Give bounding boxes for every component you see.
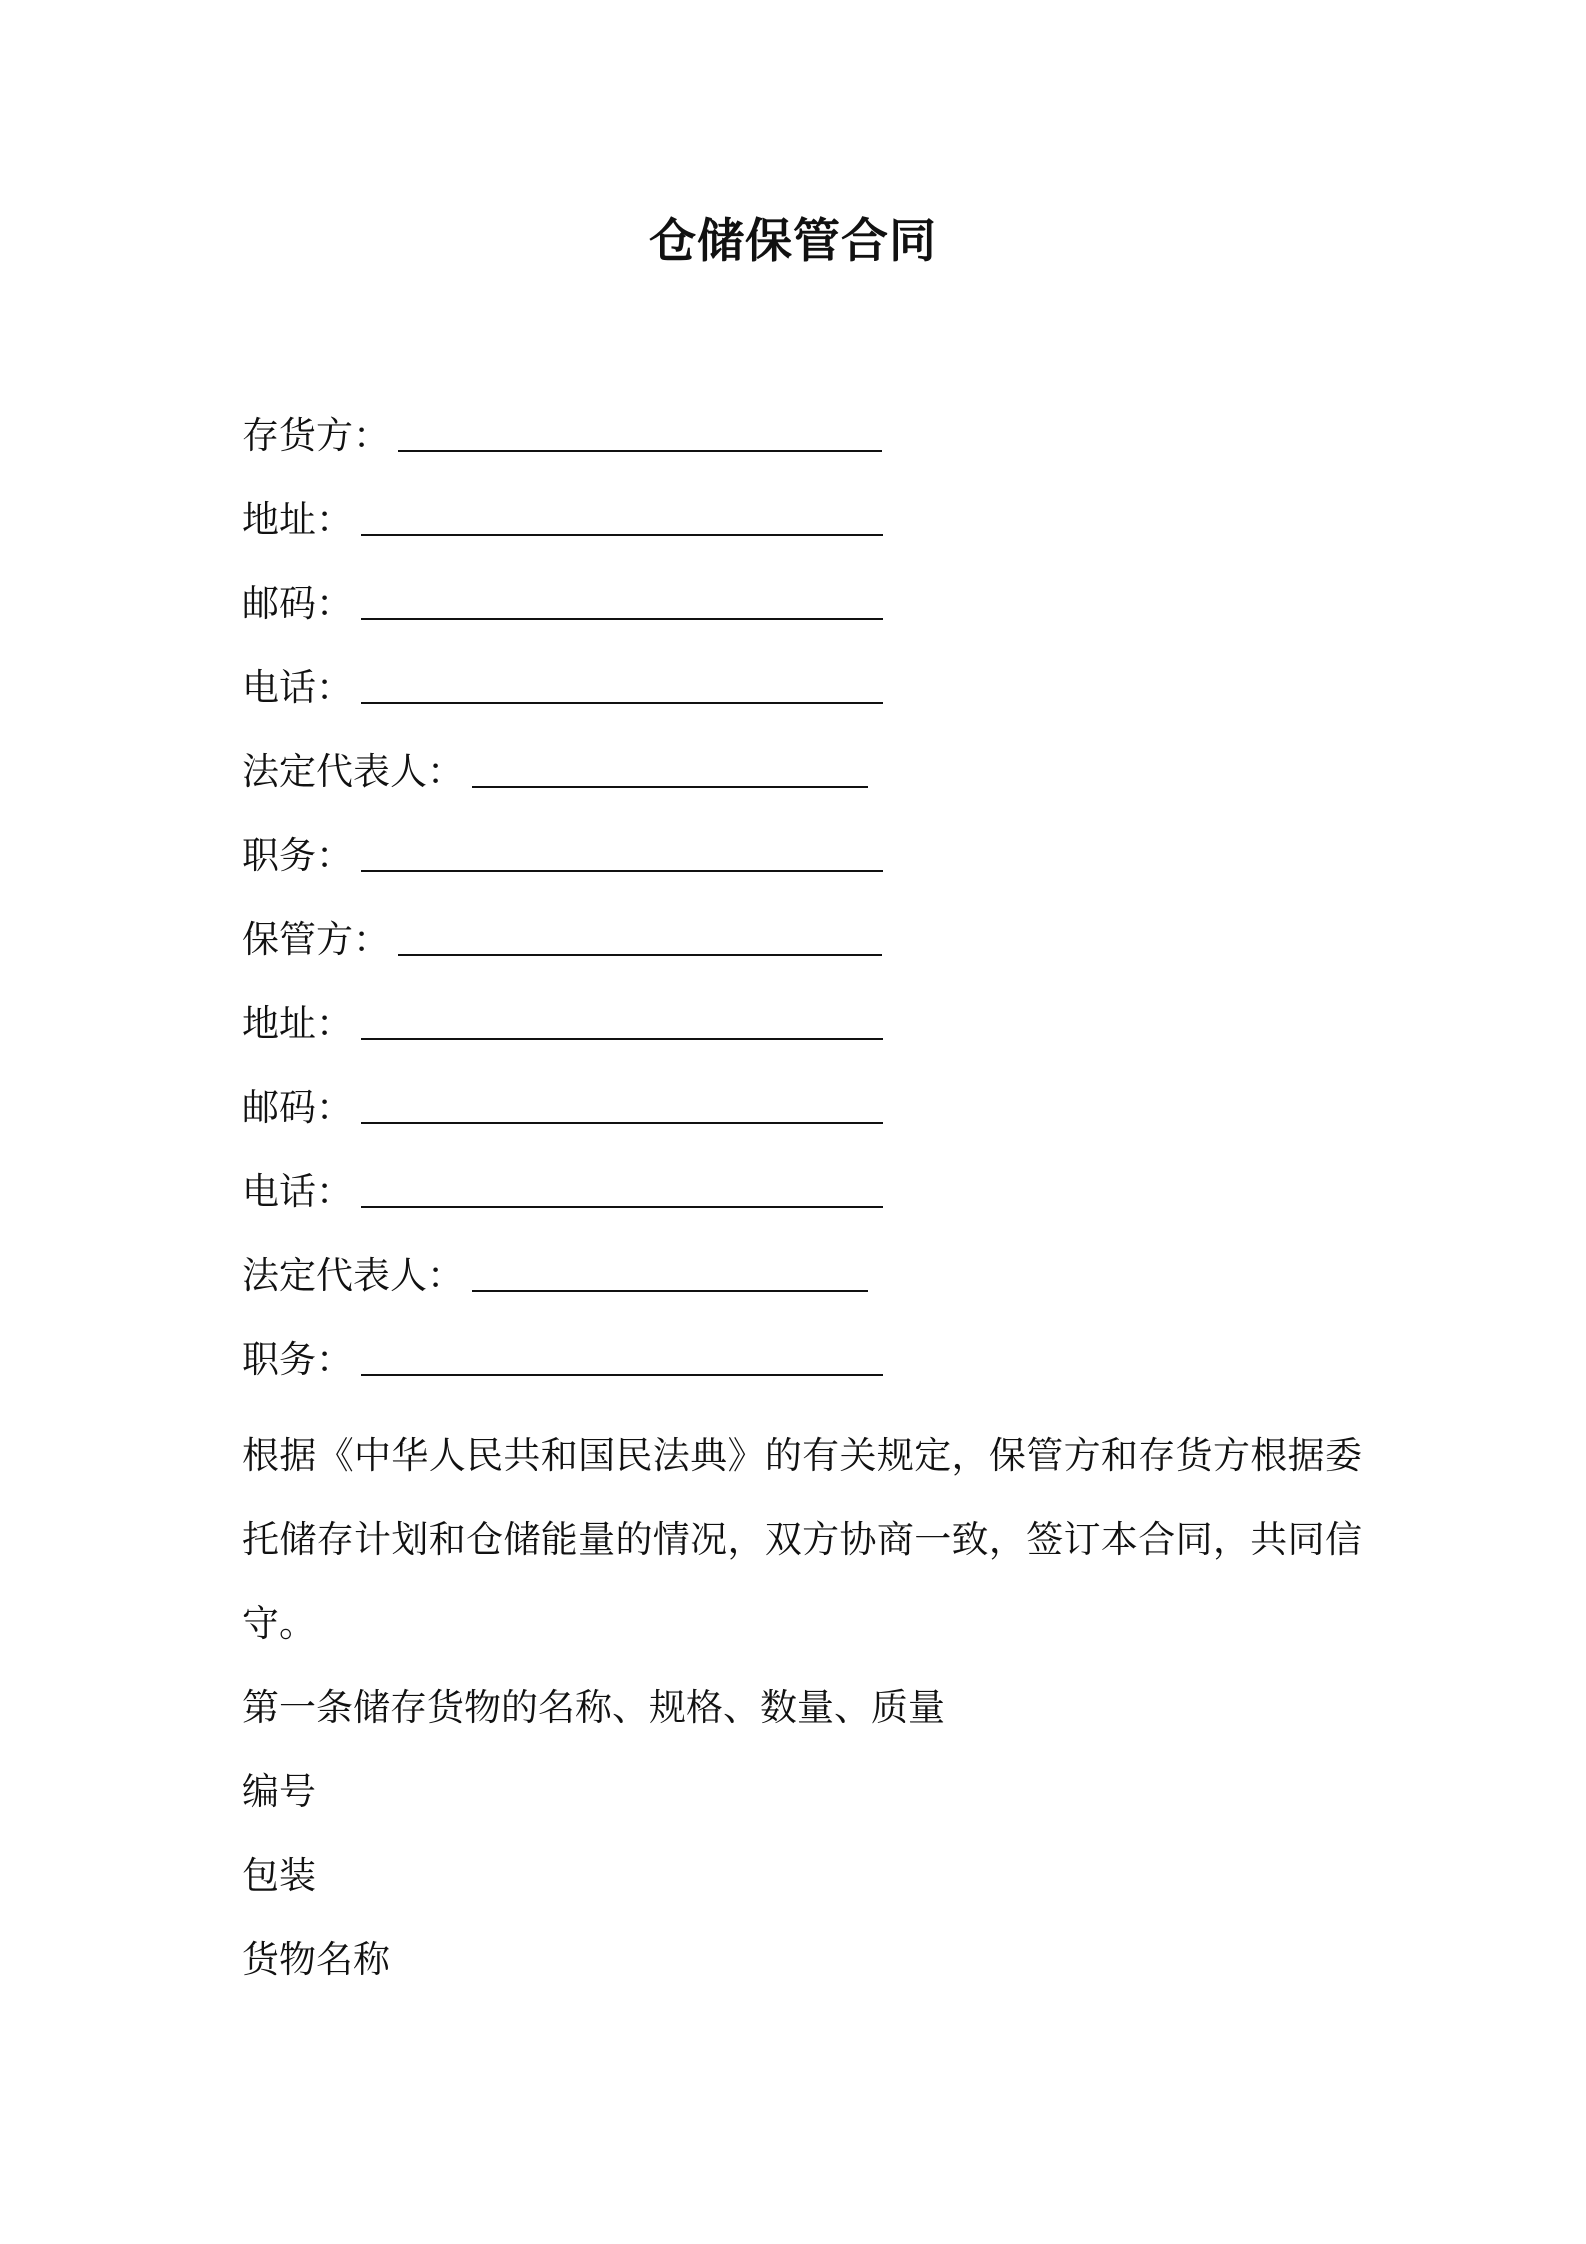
depositor-blank: [398, 406, 882, 452]
custodian-address-field: [242, 994, 1362, 1078]
depositor-position-blank: [361, 826, 883, 872]
preamble-paragraph: 根据《中华人民共和国民法典》的有关规定，保管方和存货方根据委托储存计划和仓储能量的情况，双方协商一致，签订本合同，共同信守。: [242, 1434, 1362, 1645]
custodian-phone-field: [242, 1162, 1362, 1246]
depositor-postcode-blank: [361, 574, 883, 620]
custodian-postcode-label: 邮码：: [242, 1086, 353, 1129]
custodian-legal-rep-label: 法定代表人：: [242, 1254, 464, 1297]
article1-heading: 第一条储存货物的名称、规格、数量、质量: [242, 1686, 945, 1729]
depositor-phone-label: 电话：: [242, 666, 353, 709]
custodian-label: 保管方：: [242, 918, 390, 961]
depositor-legal-rep-blank: [472, 742, 868, 788]
custodian-legal-rep-blank: [472, 1246, 868, 1292]
depositor-address-label: 地址：: [242, 498, 353, 541]
item-goods-name: 货物名称: [242, 1938, 390, 1981]
depositor-position-field: [242, 826, 1362, 910]
custodian-phone-label: 电话：: [242, 1170, 353, 1213]
custodian-position-field: [242, 1330, 1362, 1414]
depositor-legal-rep-field: [242, 742, 1362, 826]
custodian-phone-blank: [361, 1162, 883, 1208]
custodian-position-label: 职务：: [242, 1338, 353, 1381]
custodian-legal-rep-field: [242, 1246, 1362, 1330]
document-title: 仓储保管合同: [649, 214, 937, 269]
depositor-address-blank: [361, 490, 883, 536]
custodian-position-blank: [361, 1330, 883, 1376]
custodian-blank: [398, 910, 882, 956]
depositor-label: 存货方：: [242, 414, 390, 457]
depositor-postcode-field: [242, 574, 1362, 658]
custodian-postcode-field: [242, 1078, 1362, 1162]
custodian-postcode-blank: [361, 1078, 883, 1124]
depositor-legal-rep-label: 法定代表人：: [242, 750, 464, 793]
document-body: [242, 406, 1362, 2002]
custodian-address-blank: [361, 994, 883, 1040]
depositor-phone-blank: [361, 658, 883, 704]
custodian-field: [242, 910, 1362, 994]
depositor-address-field: [242, 490, 1362, 574]
depositor-field: [242, 406, 1362, 490]
custodian-address-label: 地址：: [242, 1002, 353, 1045]
depositor-position-label: 职务：: [242, 834, 353, 877]
depositor-phone-field: [242, 658, 1362, 742]
depositor-postcode-label: 邮码：: [242, 582, 353, 625]
item-packaging: 包装: [242, 1854, 316, 1897]
item-number: 编号: [242, 1770, 316, 1813]
